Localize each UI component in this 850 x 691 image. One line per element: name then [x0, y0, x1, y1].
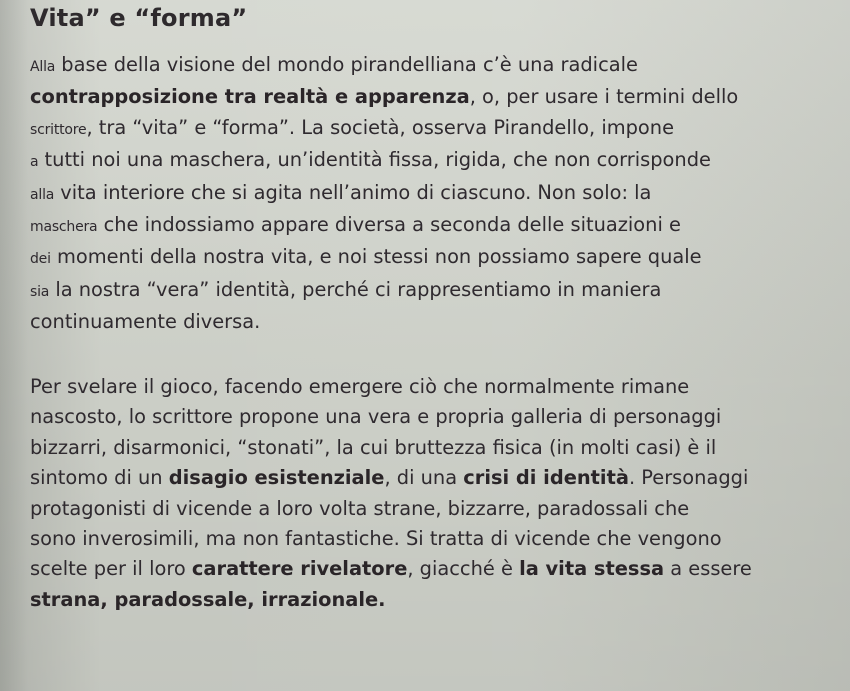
paragraph-1-line-6: maschera che indossiamo appare diversa a seconda delle situazioni e	[30, 213, 681, 237]
paragraph-2-line-7: scelte per il loro carattere rivelatore, giacché è la vita stessa a essere	[30, 557, 752, 581]
paragraph-1-line-3: scrittore, tra “vita” e “forma”. La società, osserva Pirandello, impone	[30, 115, 674, 139]
paragraph-1-line-8: sia la nostra “vera” identità, perché ci rappresentiamo in maniera	[30, 277, 662, 301]
emphasis-disagio-esistenziale: disagio esistenziale	[168, 466, 385, 490]
paragraph-1-line-4: a tutti noi una maschera, un’identità fissa, rigida, che non corrisponde	[30, 148, 711, 172]
paragraph-1	[30, 50, 835, 338]
paragraph-2-line-6: sono inverosimili, ma non fantastiche. Si tratta di vicende che vengono	[30, 527, 722, 551]
paragraph-1-line-5: alla vita interiore che si agita nell’animo di ciascuno. Non solo: la	[30, 180, 652, 204]
emphasis-carattere-rivelatore: carattere rivelatore	[191, 557, 408, 581]
paragraph-2	[30, 372, 835, 615]
paragraph-2-line-2: nascosto, lo scrittore propone una vera e propria galleria di personaggi	[30, 405, 722, 429]
paragraph-1-line-9: continuamente diversa.	[30, 310, 261, 334]
paragraph-1-line-1: Alla base della visione del mondo pirandelliana c’è una radicale	[30, 53, 638, 76]
emphasis-la-vita-stessa: la vita stessa	[519, 557, 665, 581]
paragraph-2-line-5: protagonisti di vicende a loro volta strane, bizzarre, paradossali che	[30, 496, 690, 520]
paragraph-2-line-1: Per svelare il gioco, facendo emergere ciò che normalmente rimane	[30, 375, 690, 398]
paragraph-1-line-2: contrapposizione tra realtà e apparenza, o, per usare i termini dello	[30, 85, 739, 109]
paragraph-2-line-8: strana, paradossale, irrazionale.	[30, 587, 386, 611]
paragraph-2-line-3: bizzarri, disarmonici, “stonati”, la cui bruttezza fisica (in molti casi) è il	[30, 435, 717, 459]
emphasis-crisi-di-identita: crisi di identità	[463, 466, 629, 490]
paragraph-1-line-7: dei momenti della nostra vita, e noi stessi non possiamo sapere quale	[30, 245, 702, 269]
paragraph-2-line-4: sintomo di un disagio esistenziale, di una crisi di identità. Personaggi	[30, 466, 749, 490]
section-heading: Vita” e “forma”	[30, 4, 248, 32]
